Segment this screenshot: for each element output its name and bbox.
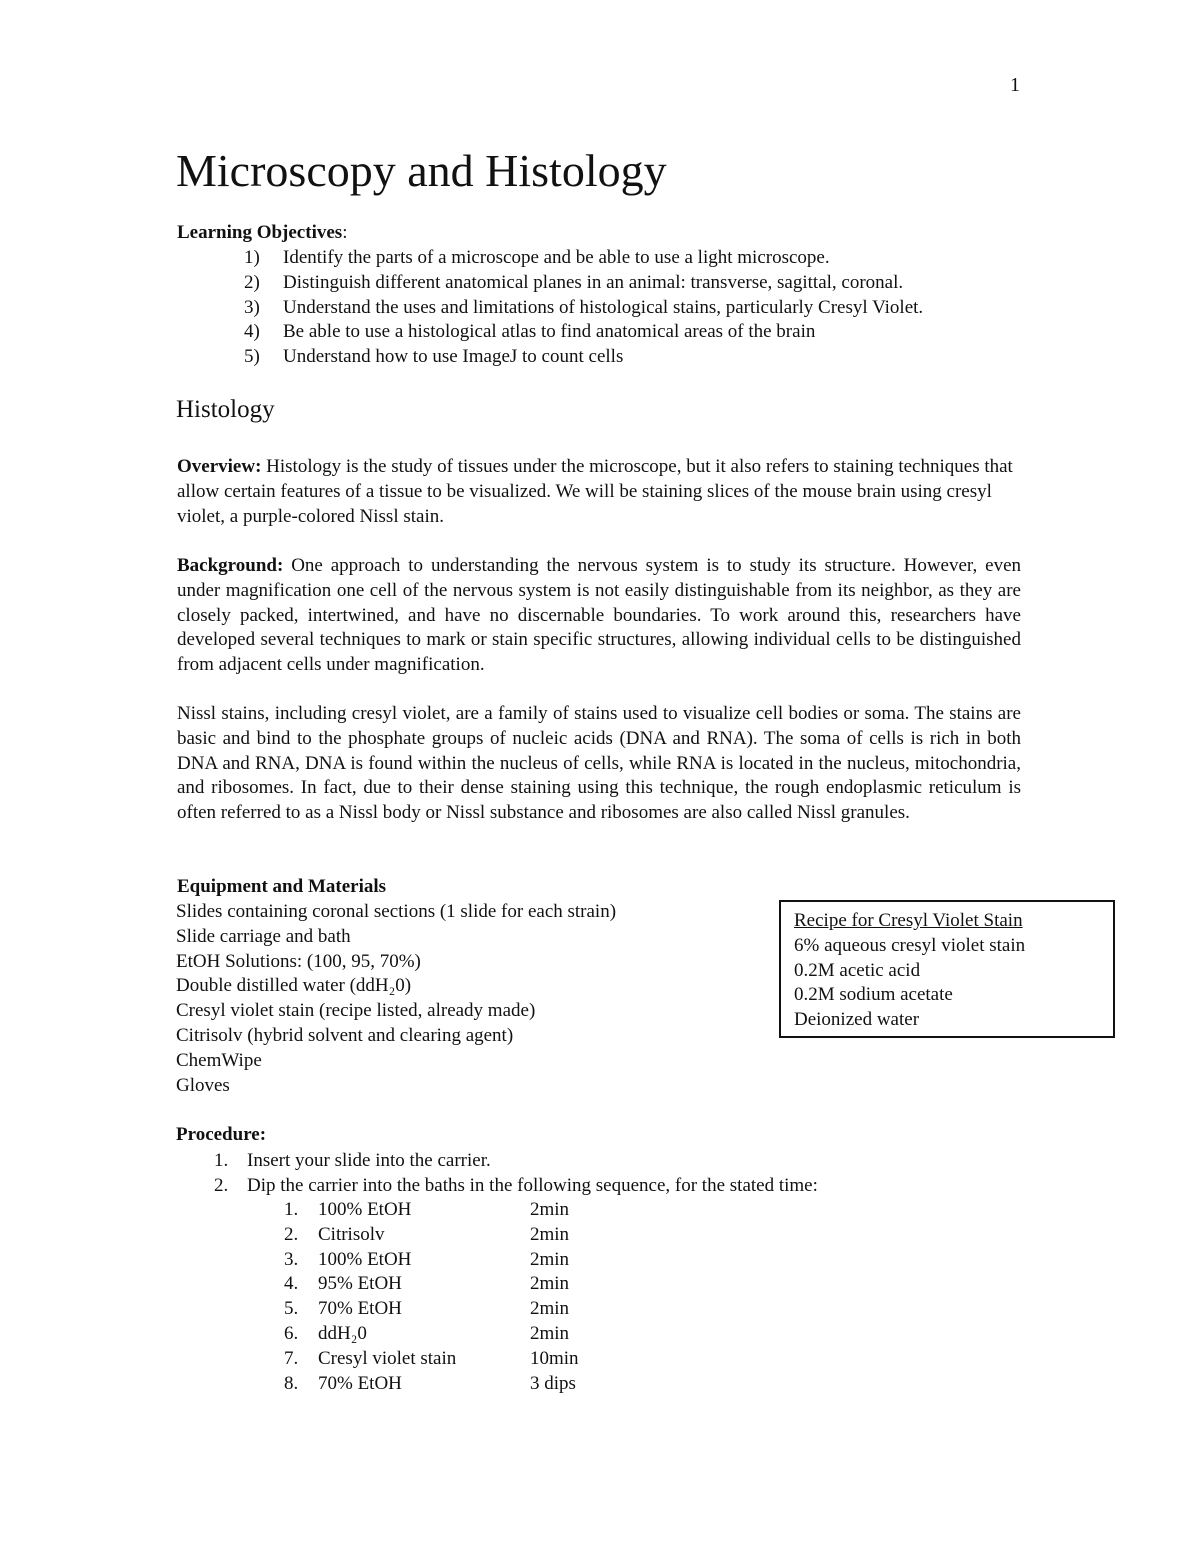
background-paragraph — [177, 554, 1021, 678]
sequence-time: 2min — [530, 1223, 570, 1245]
objective-number: 4) — [244, 321, 260, 343]
sequence-row — [284, 1272, 579, 1297]
background-label: Background: — [177, 555, 284, 576]
objective-number: 1) — [244, 247, 260, 268]
sequence-solution: 70% EtOH — [318, 1298, 402, 1320]
equipment-list — [176, 900, 616, 1098]
sequence-time: 3 dips — [530, 1372, 576, 1394]
recipe-box — [779, 900, 1115, 1038]
equipment-heading: Equipment and Materials — [177, 876, 387, 897]
sequence-row — [284, 1372, 579, 1397]
sequence-row — [284, 1347, 579, 1372]
objective-item — [244, 246, 923, 271]
step-number: 2. — [214, 1174, 229, 1196]
step-text: Insert your slide into the carrier. — [247, 1150, 491, 1171]
recipe-item: 6% aqueous cresyl violet stain — [794, 934, 1026, 956]
background-text: One approach to understanding the nervous system is to study its structure. However, even under magnification one cell of the nervous system is not easily distinguishable from its neighbor, as they are closely packed, intertwined, and have no discernable boundaries. To work around this, researchers have developed several techniques to mark or stain specific structures, allowing individual cells to be distinguished from adjacent cells under magnification. — [177, 555, 1021, 676]
nissl-paragraph: Nissl stains, including cresyl violet, are a family of stains used to visualize cell bodies or soma. The stains are basic and bind to the phosphate groups of nucleic acids (DNA and RNA). The soma of cells is rich in both DNA and RNA, DNA is found within the nucleus of cells, while RNA is located in the nucleus, mitochondria, and ribosomes. In fact, due to their dense staining using this technique, the rough endoplasmic reticulum is often referred to as a Nissl body or Nissl substance and ribosomes are also called Nissl granules. — [177, 703, 1021, 824]
procedure-step — [214, 1174, 818, 1199]
equipment-item: Slides containing coronal sections (1 slide for each strain) — [176, 901, 617, 922]
sequence-time: 2min — [530, 1322, 570, 1344]
objective-item — [244, 296, 923, 321]
sequence-solution: 70% EtOH — [318, 1372, 402, 1394]
step-number: 1. — [214, 1150, 229, 1171]
equipment-item: Citrisolv (hybrid solvent and clearing agent) — [176, 1024, 514, 1046]
objective-number: 2) — [244, 271, 260, 293]
procedure-heading: Procedure: — [176, 1124, 267, 1145]
equipment-item: Double distilled water (ddH₂0) — [176, 975, 412, 997]
sequence-time: 2min — [530, 1248, 570, 1270]
objective-number: 3) — [244, 296, 260, 318]
equipment-item: ChemWipe — [176, 1049, 262, 1071]
objective-text: Identify the parts of a microscope and be able to use a light microscope. — [283, 247, 830, 268]
equipment-item: Cresyl violet stain (recipe listed, already made) — [176, 1000, 536, 1022]
sequence-row — [284, 1198, 579, 1223]
overview-text: Histology is the study of tissues under the microscope, but it also refers to staining techniques that allow certain features of a tissue to be visualized. We will be staining slices of the mouse brain using cresyl violet, a purple-colored Nissl stain. — [177, 456, 1013, 527]
objective-item — [244, 320, 923, 345]
equipment-item: Slide carriage and bath — [176, 925, 351, 947]
sequence-time: 2min — [530, 1298, 570, 1320]
sequence-number: 8. — [284, 1372, 299, 1394]
objective-number: 5) — [244, 346, 260, 368]
sequence-time: 2min — [530, 1199, 570, 1220]
sequence-time: 10min — [530, 1347, 579, 1369]
sequence-number: 6. — [284, 1322, 299, 1344]
learning-objectives-colon: : — [342, 222, 348, 243]
sequence-row — [284, 1223, 579, 1248]
overview-label: Overview: — [177, 456, 262, 477]
page-number: 1 — [1010, 74, 1020, 96]
recipe-list — [794, 934, 1113, 1033]
histology-heading: Histology — [176, 396, 275, 423]
sequence-number: 1. — [284, 1199, 299, 1220]
page-title: Microscopy and Histology — [176, 145, 667, 196]
sequence-row — [284, 1322, 579, 1347]
sequence-number: 7. — [284, 1347, 299, 1369]
recipe-item: 0.2M sodium acetate — [794, 984, 953, 1006]
objective-text: Distinguish different anatomical planes in an animal: transverse, sagittal, coronal. — [283, 271, 904, 293]
sequence-number: 2. — [284, 1223, 299, 1245]
bath-sequence — [284, 1198, 579, 1396]
objective-item — [244, 271, 923, 296]
recipe-item: 0.2M acetic acid — [794, 959, 921, 981]
procedure-steps — [214, 1149, 818, 1199]
objective-text: Understand how to use ImageJ to count cells — [283, 346, 624, 368]
learning-objectives-heading — [177, 222, 347, 244]
step-text: Dip the carrier into the baths in the following sequence, for the stated time: — [247, 1174, 818, 1196]
sequence-solution: Citrisolv — [318, 1223, 385, 1245]
sequence-row — [284, 1297, 579, 1322]
equipment-item: Gloves — [176, 1074, 230, 1096]
sequence-solution: 100% EtOH — [318, 1248, 412, 1270]
procedure-step — [214, 1149, 818, 1174]
learning-objectives-label: Learning Objectives — [177, 222, 343, 243]
sequence-solution: Cresyl violet stain — [318, 1347, 457, 1369]
objective-text: Understand the uses and limitations of histological stains, particularly Cresyl Violet. — [283, 296, 924, 318]
sequence-solution: 100% EtOH — [318, 1199, 412, 1220]
sequence-number: 4. — [284, 1273, 299, 1295]
learning-objectives-list — [244, 246, 923, 370]
sequence-time: 2min — [530, 1273, 570, 1295]
recipe-item: Deionized water — [794, 1009, 920, 1031]
sequence-number: 5. — [284, 1298, 299, 1320]
sequence-solution: 95% EtOH — [318, 1273, 402, 1295]
overview-paragraph — [177, 455, 1021, 529]
sequence-solution: ddH₂0 — [318, 1322, 367, 1344]
recipe-title: Recipe for Cresyl Violet Stain — [794, 910, 1023, 931]
sequence-row — [284, 1248, 579, 1273]
equipment-item: EtOH Solutions: (100, 95, 70%) — [176, 950, 421, 972]
objective-item — [244, 345, 923, 370]
objective-text: Be able to use a histological atlas to find anatomical areas of the brain — [283, 321, 816, 343]
sequence-number: 3. — [284, 1248, 299, 1270]
